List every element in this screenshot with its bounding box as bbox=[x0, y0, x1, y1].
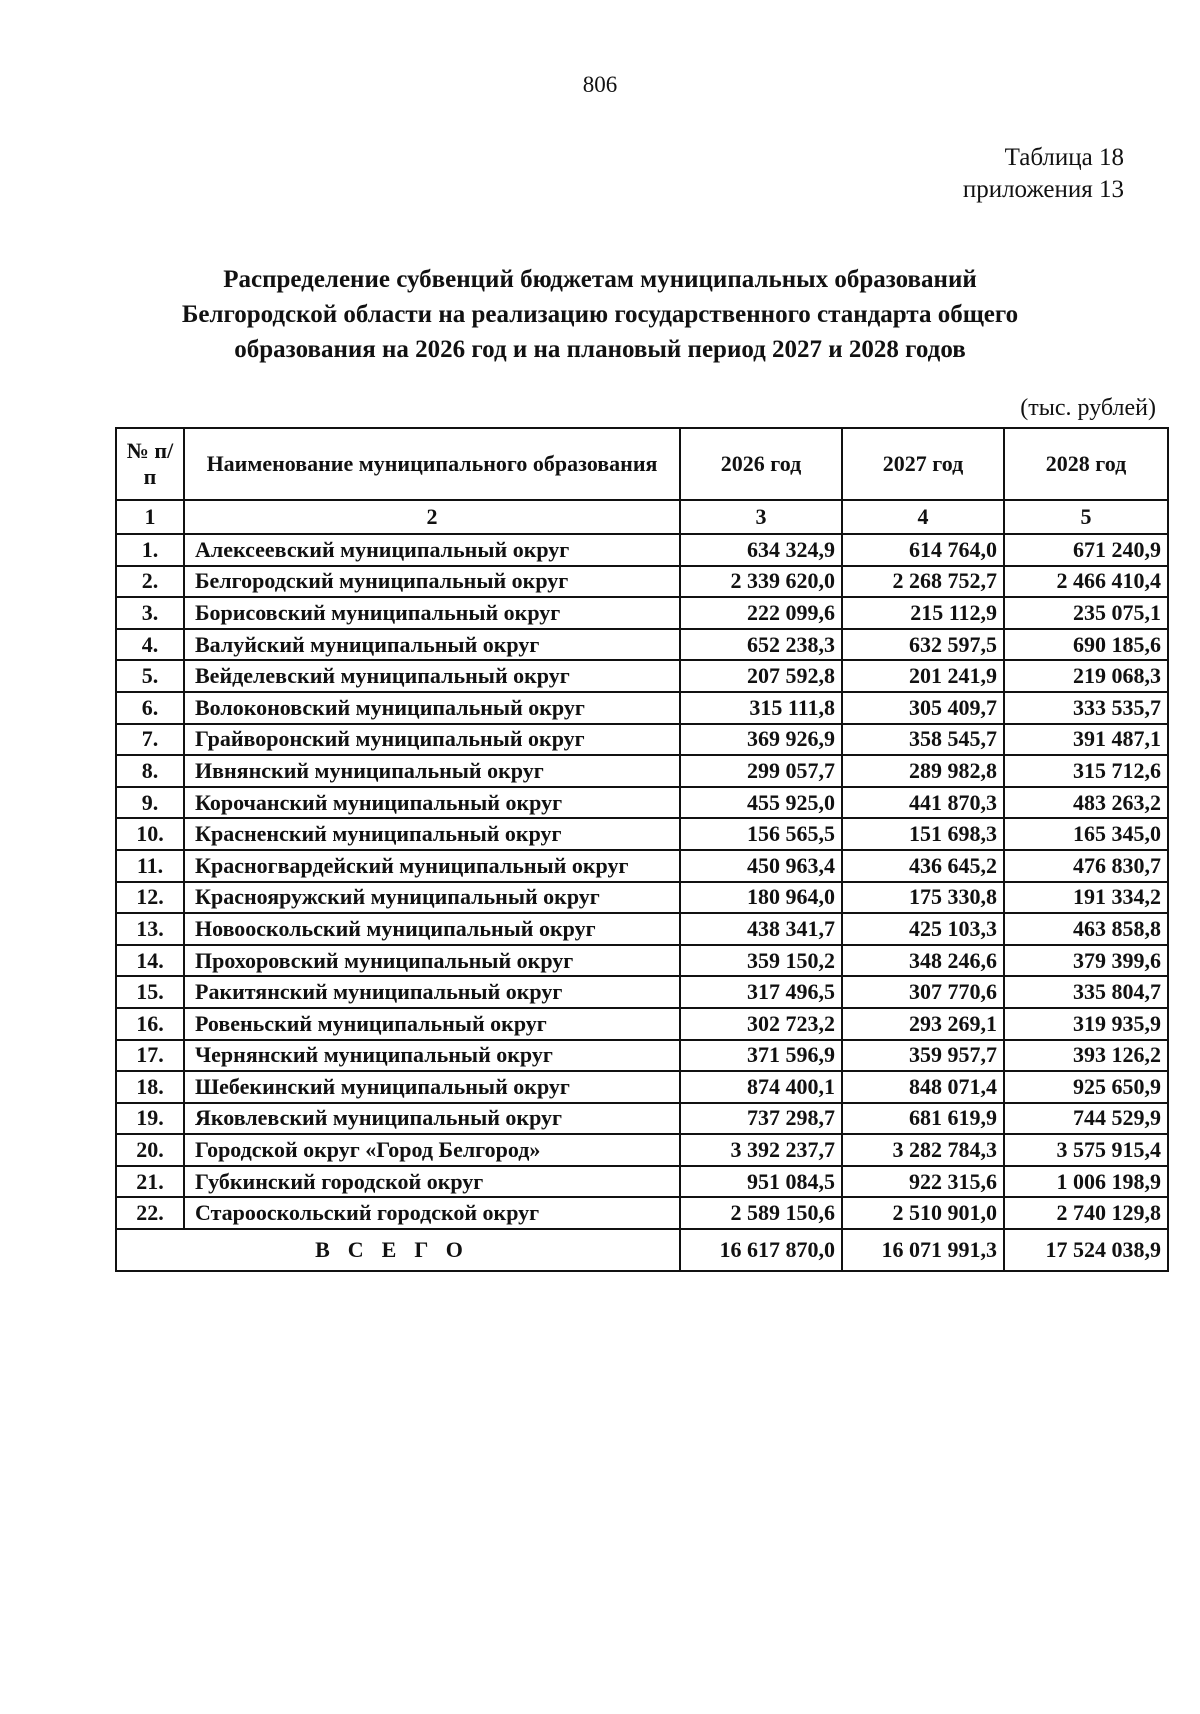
row-number: 14. bbox=[116, 945, 184, 977]
municipality-name: Шебекинский муниципальный округ bbox=[184, 1071, 680, 1103]
value-2028: 393 126,2 bbox=[1004, 1040, 1168, 1072]
value-2026: 156 565,5 bbox=[680, 818, 842, 850]
value-2027: 215 112,9 bbox=[842, 597, 1004, 629]
table-row bbox=[116, 660, 1168, 692]
municipality-name: Белгородский муниципальный округ bbox=[184, 566, 680, 598]
row-number: 10. bbox=[116, 818, 184, 850]
row-number: 2. bbox=[116, 566, 184, 598]
value-2028: 391 487,1 bbox=[1004, 724, 1168, 756]
municipality-name: Краснояружский муниципальный округ bbox=[184, 882, 680, 914]
value-2026: 874 400,1 bbox=[680, 1071, 842, 1103]
row-number: 7. bbox=[116, 724, 184, 756]
value-2027: 922 315,6 bbox=[842, 1166, 1004, 1198]
row-number: 8. bbox=[116, 755, 184, 787]
municipality-name: Красногвардейский муниципальный округ bbox=[184, 850, 680, 882]
value-2027: 436 645,2 bbox=[842, 850, 1004, 882]
municipality-name: Ровеньский муниципальный округ bbox=[184, 1008, 680, 1040]
value-2026: 450 963,4 bbox=[680, 850, 842, 882]
row-number: 15. bbox=[116, 976, 184, 1008]
municipality-name: Алексеевский муниципальный округ bbox=[184, 534, 680, 566]
value-2026: 299 057,7 bbox=[680, 755, 842, 787]
document-title-line-1: Распределение субвенций бюджетам муниципальных образований bbox=[223, 266, 977, 293]
document-title bbox=[100, 262, 1100, 367]
table-row bbox=[116, 724, 1168, 756]
municipality-name: Ракитянский муниципальный округ bbox=[184, 976, 680, 1008]
total-2027: 16 071 991,3 bbox=[842, 1229, 1004, 1271]
municipality-name: Волоконовский муниципальный округ bbox=[184, 692, 680, 724]
value-2026: 652 238,3 bbox=[680, 629, 842, 661]
value-2028: 476 830,7 bbox=[1004, 850, 1168, 882]
value-2027: 175 330,8 bbox=[842, 882, 1004, 914]
total-2028: 17 524 038,9 bbox=[1004, 1229, 1168, 1271]
value-2027: 614 764,0 bbox=[842, 534, 1004, 566]
municipality-name: Яковлевский муниципальный округ bbox=[184, 1103, 680, 1135]
column-number: 4 bbox=[842, 500, 1004, 534]
header-name: Наименование муниципального образования bbox=[184, 428, 680, 500]
value-2027: 848 071,4 bbox=[842, 1071, 1004, 1103]
row-number: 18. bbox=[116, 1071, 184, 1103]
value-2028: 219 068,3 bbox=[1004, 660, 1168, 692]
column-number-row bbox=[116, 500, 1168, 534]
table-caption-appendix: приложения 13 bbox=[962, 176, 1124, 203]
value-2027: 307 770,6 bbox=[842, 976, 1004, 1008]
column-number: 1 bbox=[116, 500, 184, 534]
table-caption-number: Таблица 18 bbox=[1004, 144, 1124, 171]
value-2026: 315 111,8 bbox=[680, 692, 842, 724]
table-caption bbox=[963, 142, 1124, 206]
value-2026: 634 324,9 bbox=[680, 534, 842, 566]
value-2026: 180 964,0 bbox=[680, 882, 842, 914]
header-2027: 2027 год bbox=[842, 428, 1004, 500]
value-2027: 2 268 752,7 bbox=[842, 566, 1004, 598]
value-2027: 358 545,7 bbox=[842, 724, 1004, 756]
row-number: 3. bbox=[116, 597, 184, 629]
municipality-name: Старооскольский городской округ bbox=[184, 1197, 680, 1229]
value-2028: 483 263,2 bbox=[1004, 787, 1168, 819]
row-number: 17. bbox=[116, 1040, 184, 1072]
value-2026: 317 496,5 bbox=[680, 976, 842, 1008]
value-2026: 2 339 620,0 bbox=[680, 566, 842, 598]
value-2027: 425 103,3 bbox=[842, 913, 1004, 945]
value-2027: 441 870,3 bbox=[842, 787, 1004, 819]
total-row bbox=[116, 1229, 1168, 1271]
total-label: ВСЕГО bbox=[116, 1229, 680, 1271]
row-number: 9. bbox=[116, 787, 184, 819]
table-row bbox=[116, 1103, 1168, 1135]
row-number: 19. bbox=[116, 1103, 184, 1135]
value-2026: 222 099,6 bbox=[680, 597, 842, 629]
header-num: № п/п bbox=[116, 428, 184, 500]
header-2026: 2026 год bbox=[680, 428, 842, 500]
table-row bbox=[116, 629, 1168, 661]
table-row bbox=[116, 692, 1168, 724]
municipality-name: Новооскольский муниципальный округ bbox=[184, 913, 680, 945]
value-2026: 3 392 237,7 bbox=[680, 1134, 842, 1166]
table-row bbox=[116, 1071, 1168, 1103]
municipality-name: Грайворонский муниципальный округ bbox=[184, 724, 680, 756]
table-row bbox=[116, 1008, 1168, 1040]
row-number: 4. bbox=[116, 629, 184, 661]
municipality-name: Корочанский муниципальный округ bbox=[184, 787, 680, 819]
municipality-name: Чернянский муниципальный округ bbox=[184, 1040, 680, 1072]
table-row bbox=[116, 566, 1168, 598]
value-2027: 293 269,1 bbox=[842, 1008, 1004, 1040]
municipality-name: Прохоровский муниципальный округ bbox=[184, 945, 680, 977]
table-body bbox=[116, 500, 1168, 1229]
municipality-name: Городской округ «Город Белгород» bbox=[184, 1134, 680, 1166]
table-row bbox=[116, 1166, 1168, 1198]
row-number: 21. bbox=[116, 1166, 184, 1198]
table-row bbox=[116, 597, 1168, 629]
value-2026: 951 084,5 bbox=[680, 1166, 842, 1198]
value-2028: 333 535,7 bbox=[1004, 692, 1168, 724]
value-2027: 348 246,6 bbox=[842, 945, 1004, 977]
value-2028: 1 006 198,9 bbox=[1004, 1166, 1168, 1198]
value-2028: 2 466 410,4 bbox=[1004, 566, 1168, 598]
row-number: 22. bbox=[116, 1197, 184, 1229]
municipality-name: Валуйский муниципальный округ bbox=[184, 629, 680, 661]
municipality-name: Вейделевский муниципальный округ bbox=[184, 660, 680, 692]
row-number: 16. bbox=[116, 1008, 184, 1040]
value-2026: 455 925,0 bbox=[680, 787, 842, 819]
municipality-name: Ивнянский муниципальный округ bbox=[184, 755, 680, 787]
value-2027: 632 597,5 bbox=[842, 629, 1004, 661]
value-2028: 235 075,1 bbox=[1004, 597, 1168, 629]
value-2026: 2 589 150,6 bbox=[680, 1197, 842, 1229]
value-2028: 315 712,6 bbox=[1004, 755, 1168, 787]
value-2028: 319 935,9 bbox=[1004, 1008, 1168, 1040]
table-row bbox=[116, 976, 1168, 1008]
value-2027: 305 409,7 bbox=[842, 692, 1004, 724]
row-number: 6. bbox=[116, 692, 184, 724]
value-2028: 2 740 129,8 bbox=[1004, 1197, 1168, 1229]
municipality-name: Борисовский муниципальный округ bbox=[184, 597, 680, 629]
value-2026: 207 592,8 bbox=[680, 660, 842, 692]
value-2028: 463 858,8 bbox=[1004, 913, 1168, 945]
value-2027: 289 982,8 bbox=[842, 755, 1004, 787]
subventions-table bbox=[115, 427, 1169, 1272]
row-number: 13. bbox=[116, 913, 184, 945]
row-number: 1. bbox=[116, 534, 184, 566]
table-row bbox=[116, 1197, 1168, 1229]
header-row bbox=[116, 428, 1168, 500]
table-row bbox=[116, 882, 1168, 914]
table-row bbox=[116, 913, 1168, 945]
value-2027: 201 241,9 bbox=[842, 660, 1004, 692]
row-number: 20. bbox=[116, 1134, 184, 1166]
municipality-name: Губкинский городской округ bbox=[184, 1166, 680, 1198]
value-2026: 371 596,9 bbox=[680, 1040, 842, 1072]
value-2028: 690 185,6 bbox=[1004, 629, 1168, 661]
column-number: 5 bbox=[1004, 500, 1168, 534]
value-2028: 165 345,0 bbox=[1004, 818, 1168, 850]
value-2028: 335 804,7 bbox=[1004, 976, 1168, 1008]
table-row bbox=[116, 755, 1168, 787]
table-row bbox=[116, 945, 1168, 977]
table-row bbox=[116, 787, 1168, 819]
value-2027: 3 282 784,3 bbox=[842, 1134, 1004, 1166]
table-row bbox=[116, 850, 1168, 882]
document-title-line-3: образования на 2026 год и на плановый период 2027 и 2028 годов bbox=[234, 336, 966, 363]
value-2028: 744 529,9 bbox=[1004, 1103, 1168, 1135]
value-2027: 359 957,7 bbox=[842, 1040, 1004, 1072]
header-2028: 2028 год bbox=[1004, 428, 1168, 500]
value-2026: 737 298,7 bbox=[680, 1103, 842, 1135]
row-number: 12. bbox=[116, 882, 184, 914]
row-number: 11. bbox=[116, 850, 184, 882]
value-2027: 2 510 901,0 bbox=[842, 1197, 1004, 1229]
page-number: 806 bbox=[582, 72, 618, 97]
value-2026: 438 341,7 bbox=[680, 913, 842, 945]
municipality-name: Красненский муниципальный округ bbox=[184, 818, 680, 850]
column-number: 3 bbox=[680, 500, 842, 534]
value-2026: 302 723,2 bbox=[680, 1008, 842, 1040]
table-row bbox=[116, 1134, 1168, 1166]
document-title-line-2: Белгородской области на реализацию государственного стандарта общего bbox=[181, 301, 1019, 328]
value-2028: 191 334,2 bbox=[1004, 882, 1168, 914]
value-2026: 369 926,9 bbox=[680, 724, 842, 756]
units-note: (тыс. рублей) bbox=[1020, 395, 1156, 421]
total-2026: 16 617 870,0 bbox=[680, 1229, 842, 1271]
value-2028: 3 575 915,4 bbox=[1004, 1134, 1168, 1166]
table-row bbox=[116, 534, 1168, 566]
column-number: 2 bbox=[184, 500, 680, 534]
value-2027: 151 698,3 bbox=[842, 818, 1004, 850]
value-2026: 359 150,2 bbox=[680, 945, 842, 977]
value-2028: 925 650,9 bbox=[1004, 1071, 1168, 1103]
table-row bbox=[116, 1040, 1168, 1072]
value-2028: 379 399,6 bbox=[1004, 945, 1168, 977]
value-2027: 681 619,9 bbox=[842, 1103, 1004, 1135]
table-row bbox=[116, 818, 1168, 850]
row-number: 5. bbox=[116, 660, 184, 692]
value-2028: 671 240,9 bbox=[1004, 534, 1168, 566]
